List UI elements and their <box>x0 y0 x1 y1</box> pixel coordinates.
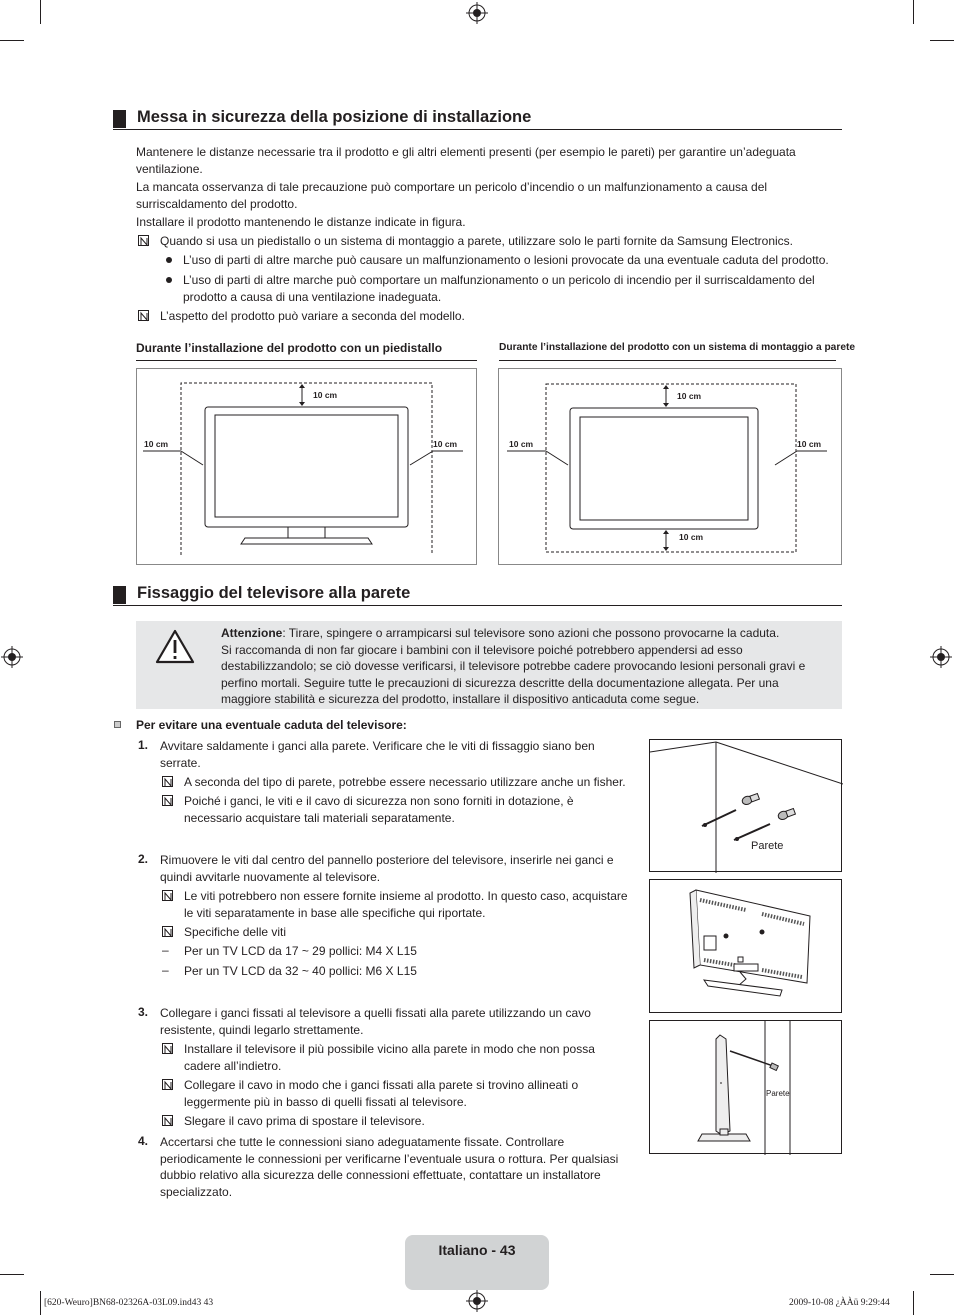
spec-item: Per un TV LCD da 17 ~ 29 pollici: M4 X L15 <box>184 944 417 958</box>
step-text: Rimuovere le viti dal centro del pannello posteriore del televisore, inserirle nei ganci e quindi avvitarle nuovamente al televisore. <box>160 853 614 884</box>
section-heading: Messa in sicurezza della posizione di installazione <box>113 108 842 130</box>
paragraph: Mantenere le distanze necessarie tra il prodotto e gli altri elementi presenti (per esempio le pareti) per garantire un’adeguata ventilazione. <box>136 145 796 176</box>
warning-triangle-icon <box>155 629 195 665</box>
tv-side-drawing <box>650 1021 843 1155</box>
illustration-wall-hooks <box>649 739 842 872</box>
step-number: 4. <box>138 1134 149 1148</box>
spec-item: Per un TV LCD da 32 ~ 40 pollici: M6 X L15 <box>184 964 417 978</box>
note-text: Le viti potrebbero non essere fornite insieme al prodotto. In questo caso, acquistare le viti separatamente in base alle specifiche qui riportate. <box>184 889 628 920</box>
paragraph: La mancata osservanza di tale precauzione può comportare un pericolo d’incendio o un malfunzionamento a causa del surriscaldamento del prodotto. <box>136 180 768 211</box>
step-text: Accertarsi che tutte le connessioni siano adeguatamente fissate. Controllare periodicamente le connessioni per verificarne l’eventuale usura o rottura. Per qualsiasi dubbio relativo alla sicurezza delle connessioni effettuate, contattare un installatore specializzato. <box>160 1135 619 1199</box>
paragraph: Installare il prodotto mantenendo le distanze indicate in figura. <box>136 215 466 229</box>
diagram-stand <box>136 368 477 565</box>
distance-label: 10 cm <box>679 532 704 542</box>
wall-hooks-drawing <box>650 740 843 873</box>
diagram-wall-mount <box>498 368 842 565</box>
section-heading: Fissaggio del televisore alla parete <box>113 584 842 606</box>
page-number: Italiano - 43 <box>438 1242 516 1258</box>
distance-label: 10 cm <box>677 391 702 401</box>
distance-label: 10 cm <box>144 439 169 449</box>
crop-mark <box>930 1274 954 1275</box>
crop-mark <box>913 1291 914 1315</box>
print-date-info: 2009-10-08 ¿ÀÀü 9:29:44 <box>789 1298 890 1308</box>
crop-mark <box>40 1291 41 1315</box>
divider <box>499 360 836 361</box>
bullet-text: L’uso di parti di altre marche può causare un malfunzionamento o lesioni provocate da una eventuale caduta del prodotto. <box>183 253 829 267</box>
note-icon <box>138 310 149 321</box>
registration-mark-icon <box>466 1290 488 1312</box>
note-icon <box>162 1115 173 1126</box>
step-text: Collegare i ganci fissati al televisore a quelli fissati alla parete utilizzando un cavo resistente, quindi legarlo strettamente. <box>160 1006 591 1037</box>
print-file-info: [620-Weuro]BN68-02326A-03L09.ind43 43 <box>44 1298 214 1308</box>
bullet-icon <box>166 277 172 283</box>
subheading-stand: Durante l’installazione del prodotto con un piedistallo <box>136 341 443 355</box>
tv-stand-drawing <box>137 369 478 566</box>
tv-wall-drawing <box>499 369 843 566</box>
tv-back-drawing <box>650 880 843 1014</box>
steps-heading: Per evitare una eventuale caduta del televisore: <box>136 718 407 732</box>
distance-label: 10 cm <box>313 390 338 400</box>
step-number: 2. <box>138 852 149 866</box>
warning-text: Si raccomanda di non far giocare i bambini con il televisore poiché potrebbero appendersi ad esso destabilizzandolo; se ciò dovesse verificarsi, il televisore potrebbe cadere provocando lesioni personali gravi e perfino mortali. Seguire tutte le precauzioni di sicurezza descritte della documentazione allegata. Per una maggiore stabilità e sicurezza del prodotto, installare il dispositivo anticaduta come segue. <box>221 642 806 706</box>
subheading-wall: Durante l’installazione del prodotto con un sistema di montaggio a parete <box>499 342 856 353</box>
distance-label: 10 cm <box>509 439 534 449</box>
illustration-tv-back <box>649 879 842 1013</box>
crop-mark <box>0 1274 24 1275</box>
dash-icon: – <box>162 963 169 977</box>
wall-label: Parete <box>751 840 784 852</box>
note-icon <box>162 795 173 806</box>
note-icon <box>162 890 173 901</box>
note-text: Specifiche delle viti <box>184 925 287 939</box>
note-icon <box>162 926 173 937</box>
registration-mark-icon <box>466 2 488 24</box>
note-text: L’aspetto del prodotto può variare a seconda del modello. <box>160 309 465 323</box>
warning-text: : Tirare, spingere o arrampicarsi sul televisore sono azioni che possono provocarne la caduta. <box>282 626 780 640</box>
warning-box <box>136 621 842 709</box>
step-number: 1. <box>138 738 149 752</box>
page-number-tab <box>405 1235 549 1290</box>
note-text: A seconda del tipo di parete, potrebbe essere necessario utilizzare anche un fisher. <box>184 775 626 789</box>
crop-mark <box>40 0 41 24</box>
crop-mark <box>930 40 954 41</box>
note-icon <box>162 1043 173 1054</box>
note-icon <box>138 235 149 246</box>
step-text: Avvitare saldamente i ganci alla parete. Verificare che le viti di fissaggio siano ben serrate. <box>160 739 595 770</box>
bullet-icon <box>166 257 172 263</box>
wall-label: Parete <box>766 1089 790 1098</box>
note-icon <box>162 776 173 787</box>
crop-mark <box>913 0 914 24</box>
note-text: Slegare il cavo prima di spostare il televisore. <box>184 1114 425 1128</box>
illustration-tv-side <box>649 1020 842 1154</box>
bullet-text: L’uso di parti di altre marche può comportare un malfunzionamento o un pericolo di incendio per il surriscaldamento del prodotto a causa di una ventilazione inadeguata. <box>183 273 815 304</box>
note-text: Quando si usa un piedistallo o un sistema di montaggio a parete, utilizzare solo le parti fornite da Samsung Electronics. <box>160 234 794 248</box>
note-text: Poiché i ganci, le viti e il cavo di sicurezza non sono forniti in dotazione, è necessario acquistare tali materiali separatamente. <box>184 794 574 825</box>
warning-label: Attenzione <box>221 626 283 640</box>
note-icon <box>162 1079 173 1090</box>
distance-label: 10 cm <box>433 439 458 449</box>
dash-icon: – <box>162 943 169 957</box>
distance-label: 10 cm <box>797 439 822 449</box>
note-text: Installare il televisore il più possibile vicino alla parete in modo che non possa cadere all’indietro. <box>184 1042 595 1073</box>
crop-mark <box>0 40 24 41</box>
step-number: 3. <box>138 1005 149 1019</box>
divider <box>136 360 477 361</box>
square-bullet-icon <box>114 721 121 728</box>
registration-mark-icon <box>1 646 23 668</box>
registration-mark-icon <box>930 646 952 668</box>
note-text: Collegare il cavo in modo che i ganci fissati alla parete si trovino allineati o leggermente più in basso di quelli fissati al televisore. <box>184 1078 579 1109</box>
